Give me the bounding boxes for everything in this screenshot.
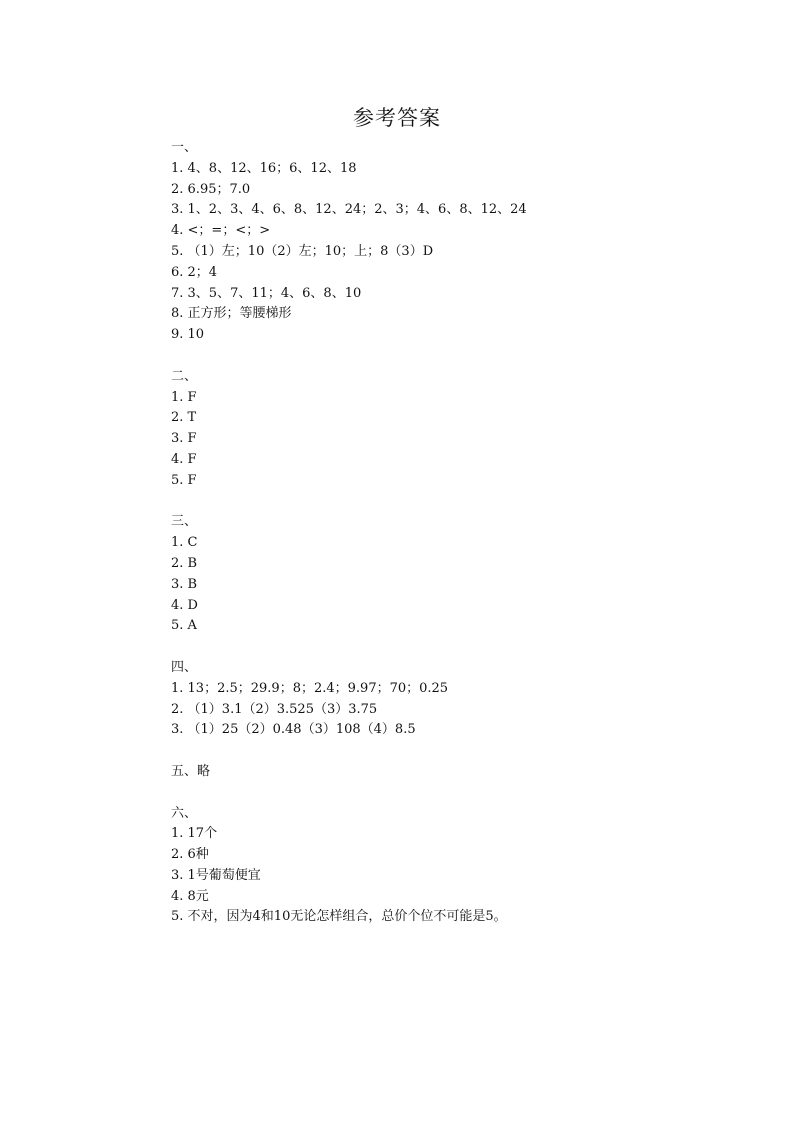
section-heading: 五、略: [171, 763, 211, 779]
answer-item: 5. A: [171, 618, 197, 634]
answer-item: 4. <；=；<；>: [171, 223, 271, 239]
page-title: 参考答案: [353, 106, 441, 130]
section-4: [171, 658, 731, 741]
answer-item: 9. 10: [171, 327, 205, 343]
answer-item: 2. T: [171, 410, 197, 426]
answer-item: 6. 2；4: [171, 264, 218, 280]
answer-item: 4. F: [171, 451, 197, 467]
answer-item: 4. 8元: [171, 888, 209, 904]
section-heading: 二、: [171, 368, 198, 384]
answer-item: 3. B: [171, 576, 198, 592]
answer-item: 3. （1）25（2）0.48（3）108（4）8.5: [171, 722, 416, 738]
answer-content: [171, 138, 731, 928]
answer-item: 1. 17个: [171, 826, 218, 842]
answer-item: 3. 1号葡萄便宜: [171, 867, 261, 883]
answer-item: 7. 3、5、7、11；4、6、8、10: [171, 285, 362, 301]
answer-item: 2. （1）3.1（2）3.525（3）3.75: [171, 701, 378, 717]
section-heading: 六、: [171, 805, 198, 821]
section-heading: 一、: [171, 140, 198, 155]
section-1: [171, 138, 731, 346]
answer-item: 2. 6.95；7.0: [171, 181, 251, 197]
answer-item: 2. 6种: [171, 847, 209, 863]
answer-item: 2. B: [171, 555, 198, 571]
section-3: [171, 512, 731, 637]
section-heading: 三、: [171, 514, 198, 530]
answer-item: 3. F: [171, 431, 197, 447]
answer-item: 1. F: [171, 389, 197, 405]
section-2: [171, 367, 731, 492]
answer-item: 1. 4、8、12、16；6、12、18: [171, 160, 357, 176]
answer-item: 1. 13；2.5；29.9；8；2.4；9.97；70；0.25: [171, 680, 449, 696]
section-5: [171, 762, 731, 783]
answer-item: 5. 不对，因为4和10无论怎样组合，总价个位不可能是5。: [171, 909, 507, 925]
answer-item: 5. （1）左；10（2）左；10；上；8（3）D: [171, 243, 434, 259]
answer-item: 3. 1、2、3、4、6、8、12、24；2、3；4、6、8、12、24: [171, 202, 527, 218]
section-6: [171, 804, 731, 929]
section-heading: 四、: [171, 659, 198, 675]
answer-item: 1. C: [171, 535, 198, 551]
answer-item: 4. D: [171, 597, 198, 613]
answer-item: 5. F: [171, 472, 197, 488]
answer-item: 8. 正方形；等腰梯形: [171, 306, 292, 322]
